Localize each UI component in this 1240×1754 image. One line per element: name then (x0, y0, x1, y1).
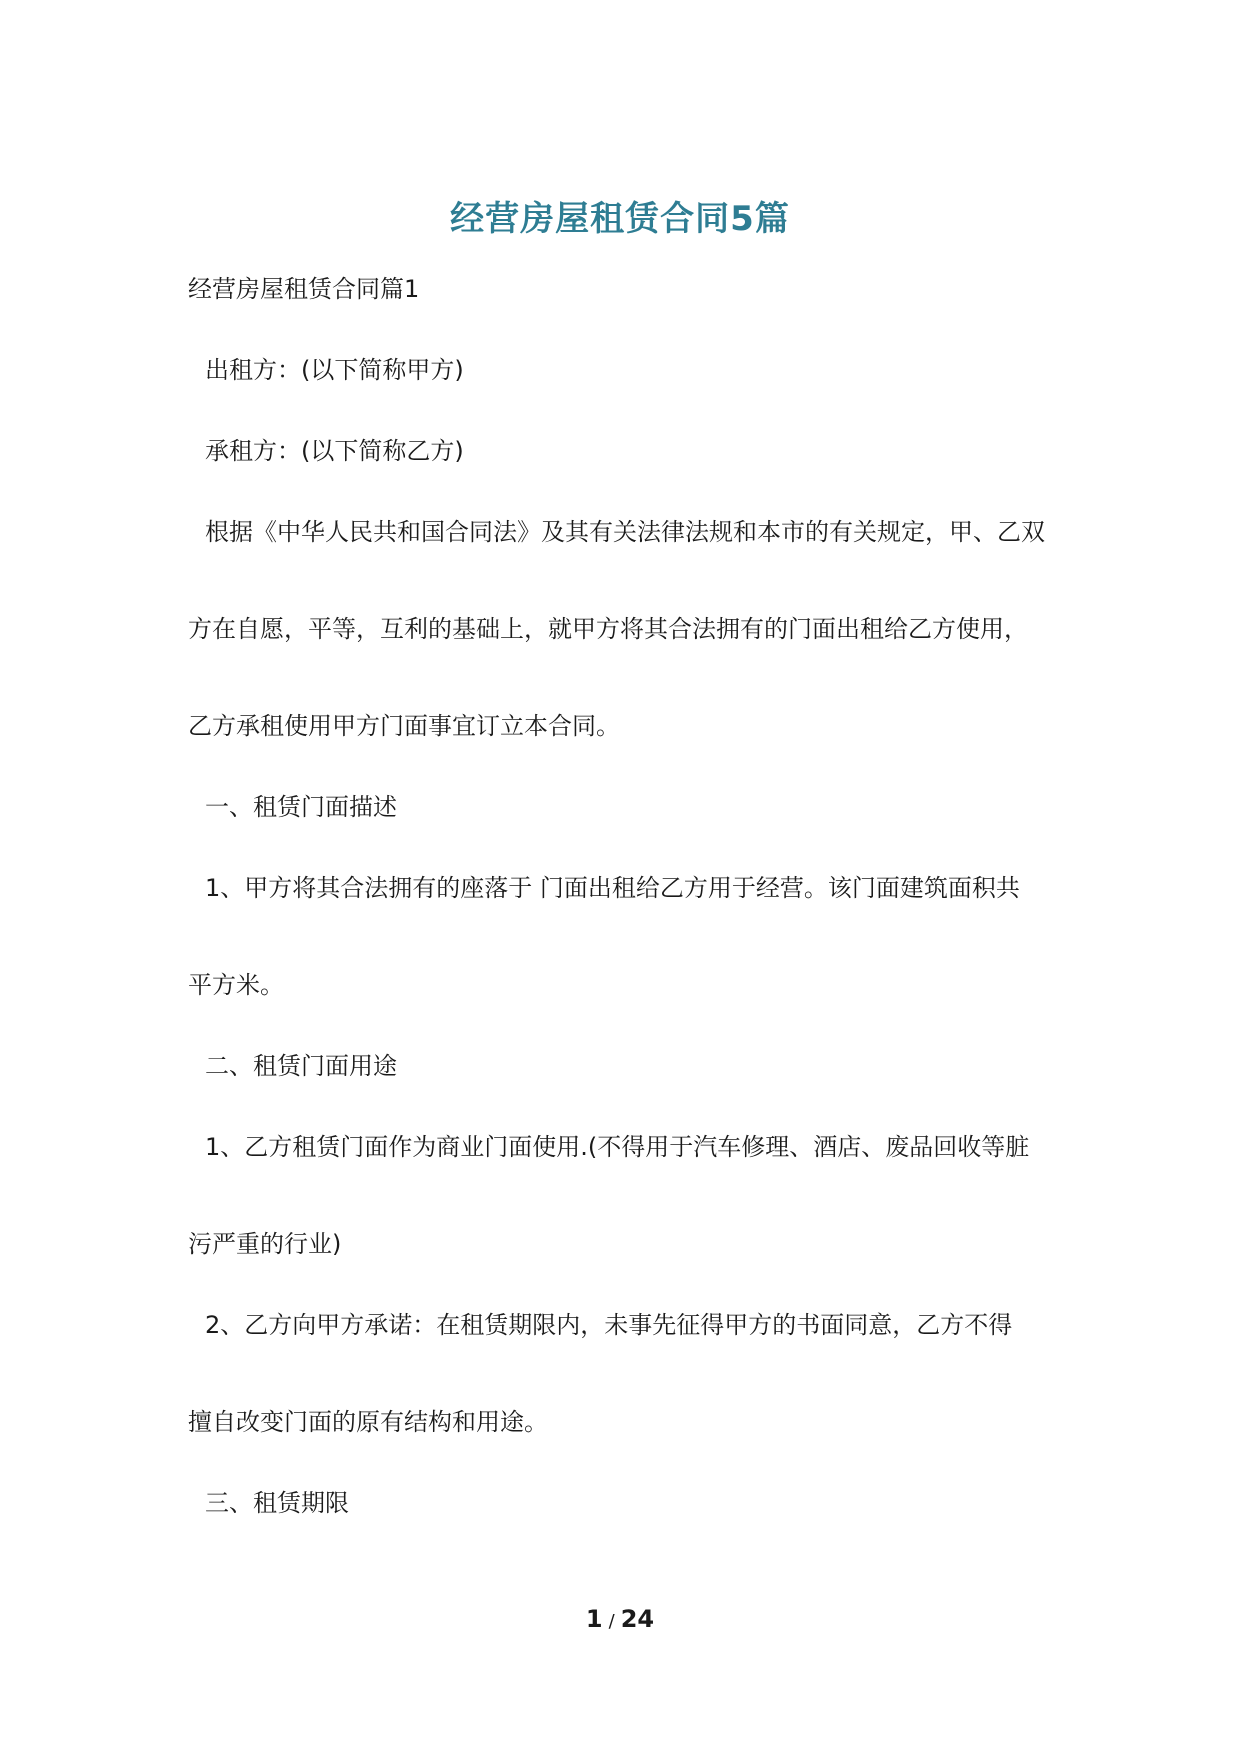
paragraph-line: 乙方承租使用甲方门面事宜订立本合同。 (188, 712, 620, 740)
section-heading-1: 经营房屋租赁合同篇1 (188, 275, 420, 303)
paragraph-line: 2、乙方向甲方承诺：在租赁期限内，未事先征得甲方的书面同意，乙方不得 (205, 1311, 1013, 1339)
paragraph-line: 平方米。 (188, 971, 284, 999)
lessor-line: 出租方：(以下简称甲方) (205, 356, 464, 384)
clause-heading: 二、租赁门面用途 (205, 1052, 397, 1080)
paragraph-line: 擅自改变门面的原有结构和用途。 (188, 1408, 548, 1436)
lessee-line: 承租方：(以下简称乙方) (205, 437, 464, 465)
paragraph-line: 污严重的行业) (188, 1230, 342, 1258)
paragraph-line: 根据《中华人民共和国合同法》及其有关法律法规和本市的有关规定，甲、乙双 (205, 518, 1045, 546)
clause-heading: 三、租赁期限 (205, 1489, 349, 1517)
document-title: 经营房屋租赁合同5篇 (450, 199, 790, 239)
page-number (0, 1602, 1240, 1639)
total-pages: 24 (620, 1605, 655, 1633)
paragraph-line: 1、乙方租赁门面作为商业门面使用.(不得用于汽车修理、酒店、废品回收等脏 (205, 1133, 1030, 1161)
paragraph-line: 1、甲方将其合法拥有的座落于 门面出租给乙方用于经营。该门面建筑面积共 (205, 874, 1020, 902)
paragraph-line: 方在自愿，平等，互利的基础上，就甲方将其合法拥有的门面出租给乙方使用， (188, 615, 1028, 643)
page-separator: / (608, 1611, 615, 1632)
clause-heading: 一、租赁门面描述 (205, 793, 397, 821)
current-page: 1 (585, 1605, 603, 1633)
